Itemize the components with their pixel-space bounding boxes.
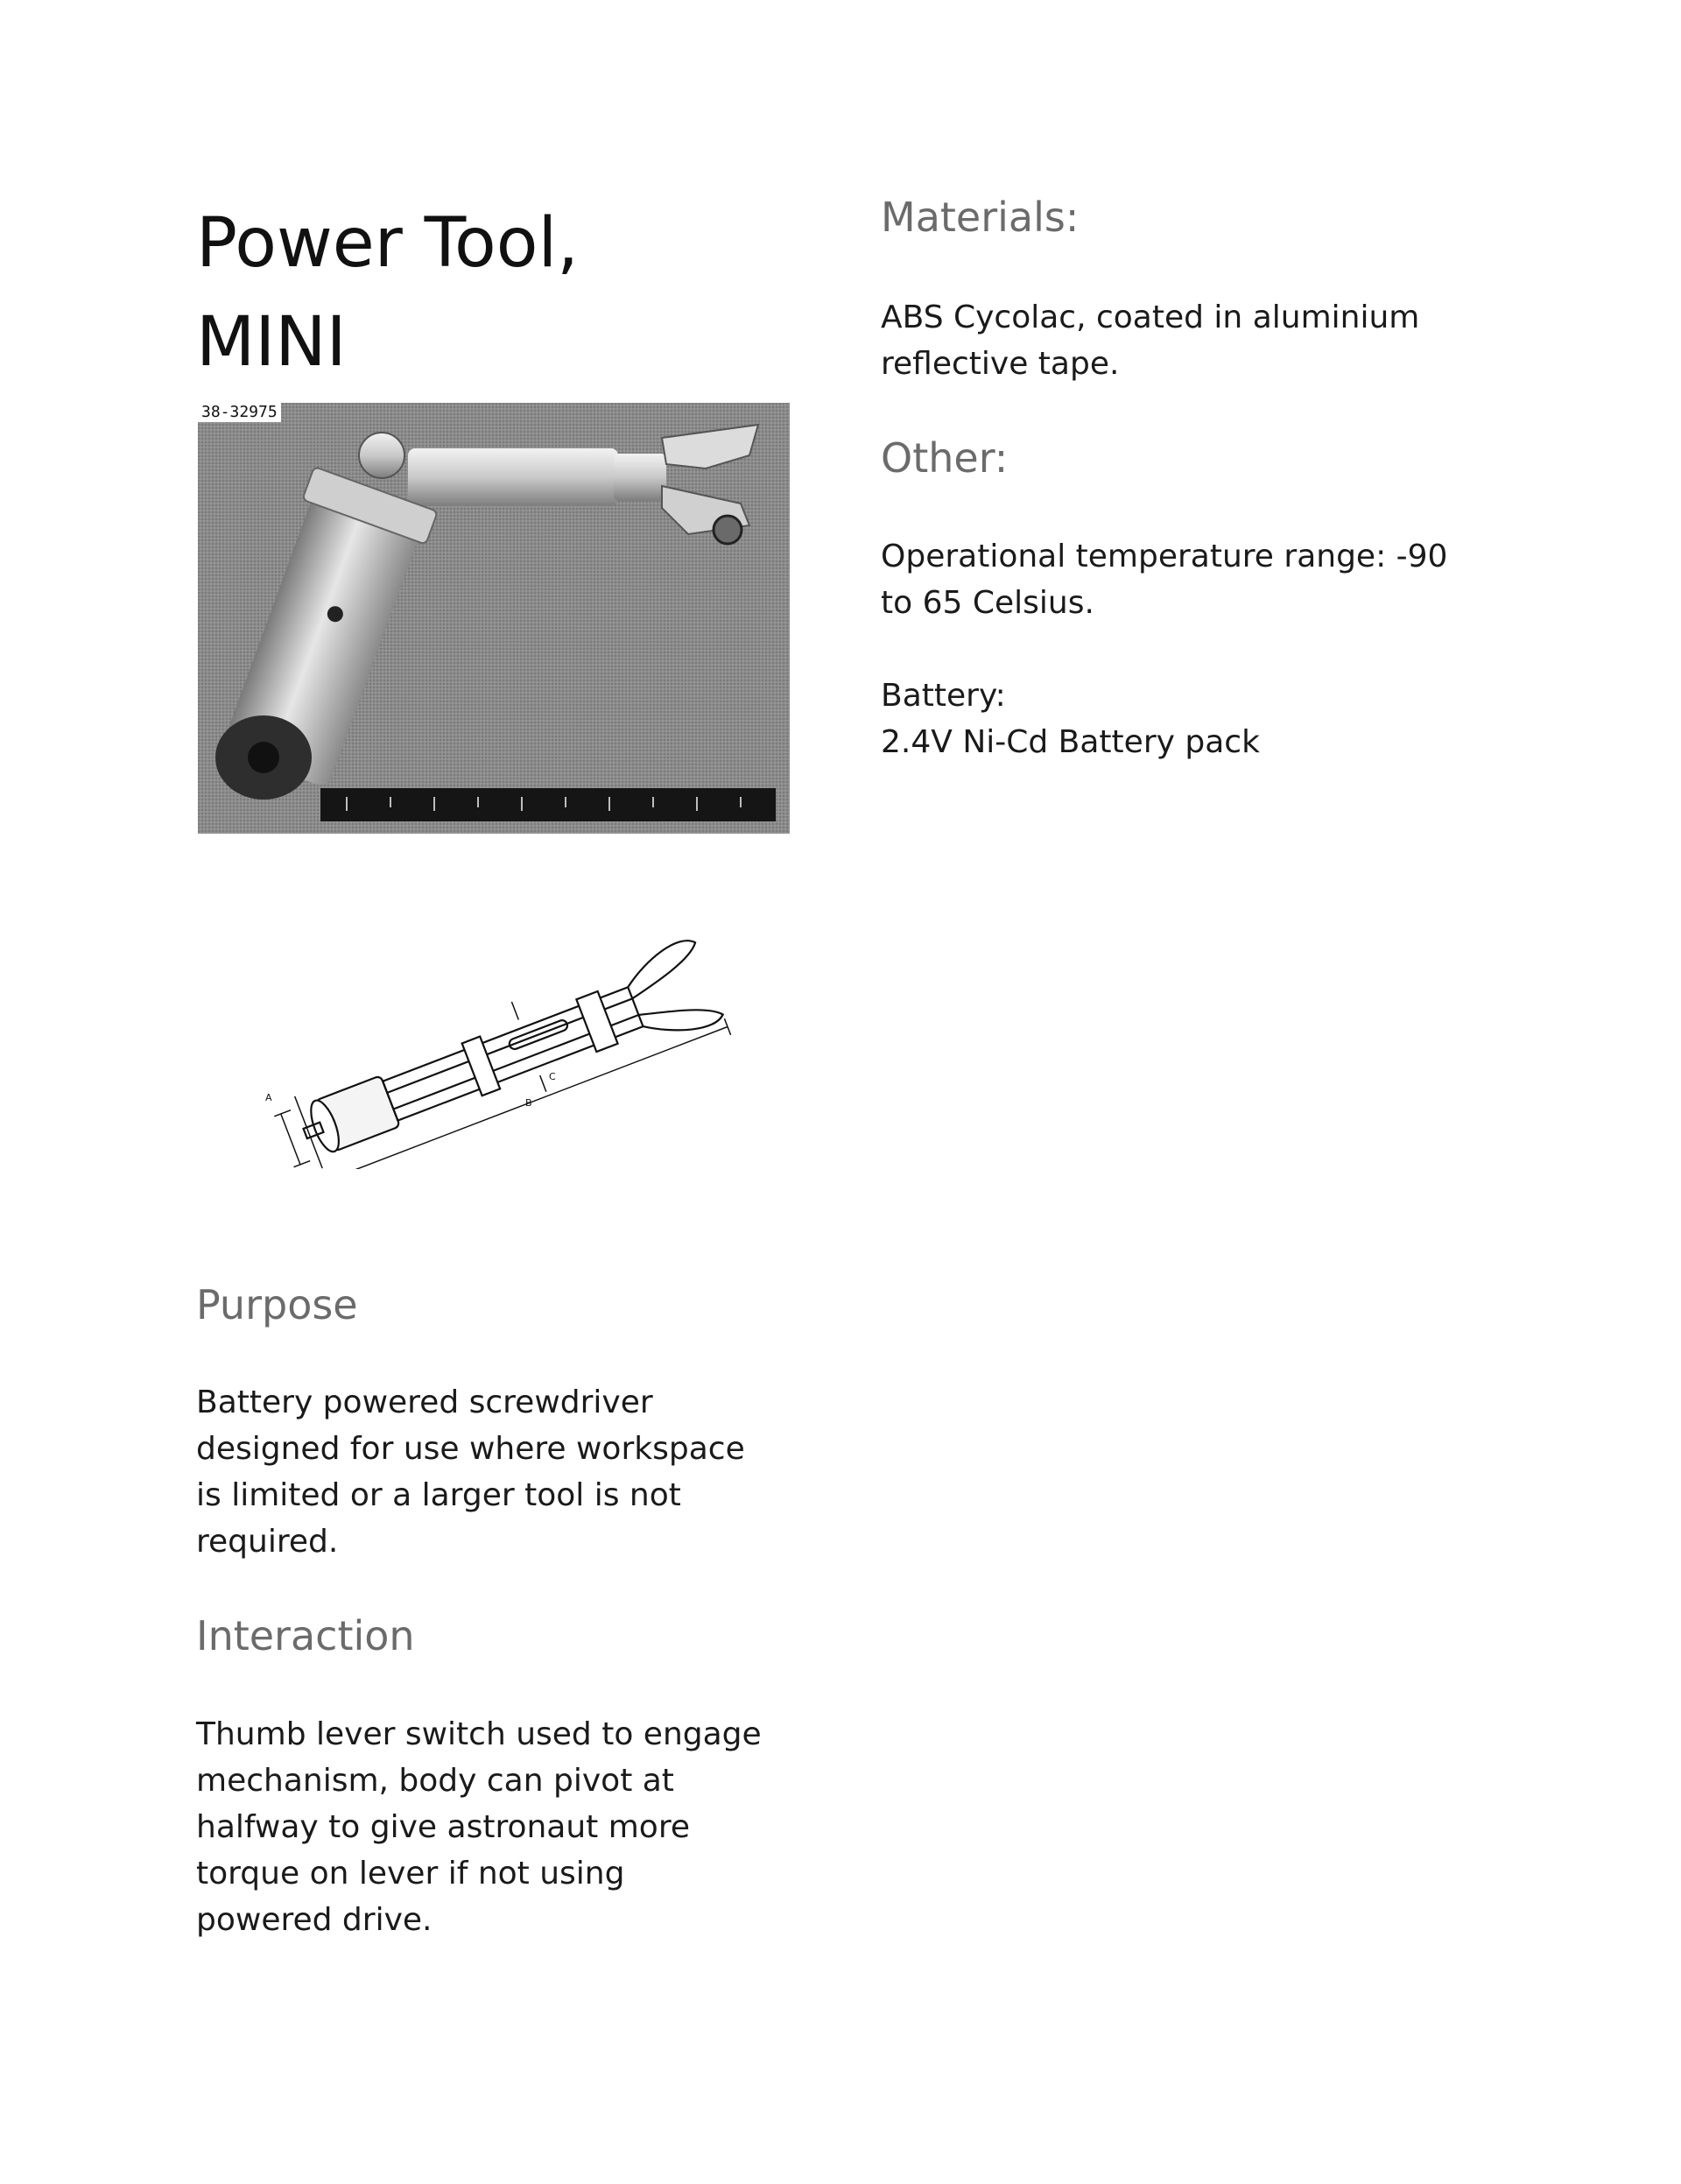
interaction-line: halfway to give astronaut more [196,1809,690,1845]
other-line: Operational temperature range: -90 [881,539,1448,574]
title-line-2: MINI [196,303,347,382]
tool-line-drawing [232,924,740,1169]
interaction-line: Thumb lever switch used to engage [196,1716,762,1752]
other-text [881,533,1511,626]
materials-line: ABS Cycolac, coated in aluminium [881,299,1420,335]
tool-photo [198,403,790,834]
page-title [196,194,809,392]
photo-caption: 38-32975 [198,403,281,422]
other-line: to 65 Celsius. [881,585,1094,621]
materials-text [881,294,1511,387]
dimension-label-a: A [265,1092,272,1103]
purpose-line: is limited or a larger tool is not [196,1477,681,1513]
interaction-text [196,1711,826,1943]
title-line-1: Power Tool, [196,204,579,283]
battery-info [881,673,1511,765]
purpose-heading: Purpose [196,1281,358,1328]
dimension-label-c: C [549,1071,556,1082]
interaction-line: torque on lever if not using [196,1856,625,1892]
tool-photo-illustration [198,403,790,834]
tool-line-drawing-svg [232,924,740,1169]
other-heading: Other: [881,434,1009,482]
purpose-text [196,1379,826,1565]
materials-heading: Materials: [881,194,1080,241]
battery-label: Battery: [881,678,1006,714]
purpose-line: required. [196,1524,339,1560]
purpose-line: designed for use where workspace [196,1431,745,1467]
materials-line: reflective tape. [881,346,1120,382]
interaction-heading: Interaction [196,1612,415,1659]
dimension-label-b: B [525,1097,532,1109]
purpose-line: Battery powered screwdriver [196,1384,653,1420]
interaction-line: powered drive. [196,1902,433,1938]
interaction-line: mechanism, body can pivot at [196,1763,674,1799]
ruler [320,788,776,821]
battery-value: 2.4V Ni-Cd Battery pack [881,724,1260,760]
